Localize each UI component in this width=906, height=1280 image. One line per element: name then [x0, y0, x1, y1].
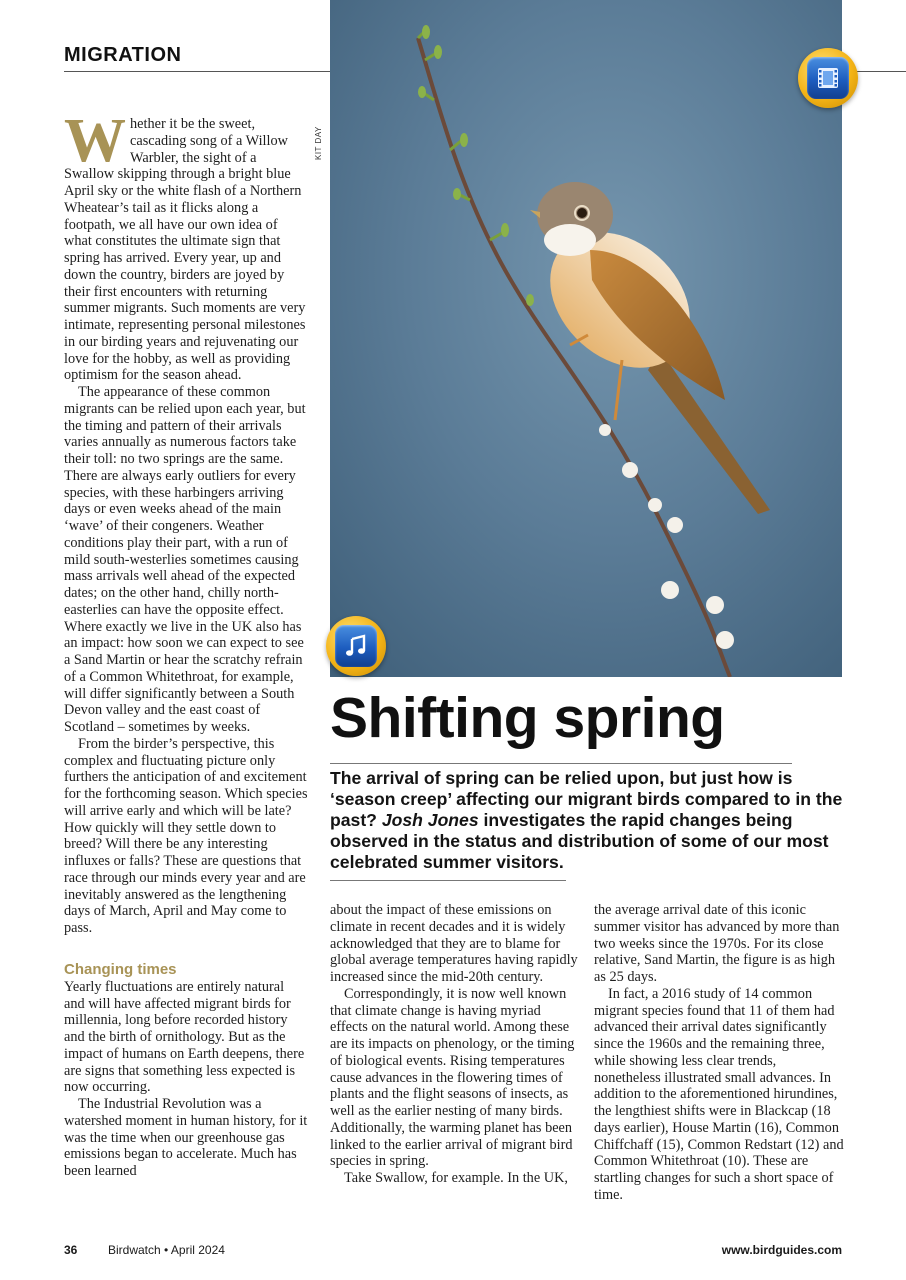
subheading: Changing times [64, 960, 177, 978]
paragraph: From the birder’s perspective, this complex and fluctuating picture only furthers the anticipation of and excitement for the forthcoming season. Which species will arrive early and which will be late? How quickly will they settle down to breed? Will there be any interesting influxes or falls? These are questions that race through our minds every year and are inevitably answered as the lengthening days of March, April and May come to pass. [64, 735, 308, 936]
article-column-3 [594, 902, 844, 1204]
paragraph-text: hether it be the sweet, cascading song of a Willow Warbler, the sight of a Swallow skipping through a bright blue April sky or the white flash of a Northern Wheatear’s tail as it flicks along a footpath, we all have our own idea of what constitutes the ultimate sign that spring has arrived. Every year, up and down the country, birders are joyed by their first encounters with returning summer migrants. Such moments are very intimate, representing personal milestones in our birding years and rejuvenating our love for the hobby, as well as providing optimism for the season ahead. [64, 116, 306, 384]
headline-rule [330, 763, 792, 764]
paragraph: In fact, a 2016 study of 14 common migrant species found that 11 of them had advanced their arrival dates significantly since the 1960s and the remaining three, while showing less clear trends, nonetheless illustrated small advances. In addition to the aforementioned hirundines, the lengthiest shifts were in Blackcap (18 days earlier), House Martin (16), Common Chiffchaff (15), Common Redstart (12) and Common Whitethroat (10). These are startling changes for such a short space of time. [594, 985, 844, 1203]
author-name[interactable]: Josh Jones [381, 810, 479, 830]
drop-cap: W [64, 107, 126, 175]
paragraph: the average arrival date of this iconic summer visitor has advanced by more than two weeks since the 1970s. For its close relative, Sand Martin, the figure is as high as 25 days. [594, 902, 840, 985]
article-column-2 [330, 902, 582, 1187]
page-number: 36 [64, 1243, 78, 1257]
paragraph: The appearance of these common migrants can be relied upon each year, but the timing and pattern of their arrivals varies annually as numerous factors take their toll: no two springs are the same. There are always early outliers for every species, with these harbingers arriving days or even weeks ahead of the main ‘wave’ of their congeners. Weather conditions play their part, with a run of mild south-westerlies sometimes causing mass arrivals well ahead of the expected dates; on the other hand, chilly north-easterlies can have the opposite effect. Where exactly we live in the UK also has an impact: how soon we can expect to see a Sand Martin or hear the scratchy refrain of a Common Whitethroat, for example, will differ significantly between a South Devon valley and the east coast of Scotland – sometimes by weeks. [64, 384, 306, 735]
paragraph: Correspondingly, it is now well known that climate change is having myriad effects on the natural world. Among these are its impacts on phenology, or the timing of biological events. Rising temperatures cause advances in the flowering times of plants and the flight seasons of insects, as well as the earlier nesting of many birds. Additionally, the warming planet has been linked to the earlier arrival of migrant bird species in spring. [330, 985, 575, 1170]
film-icon [807, 57, 849, 99]
paragraph: Yearly fluctuations are entirely natural and will have affected migrant birds for millennia, long before recorded history and the birth of ornithology. But as the impact of humans on Earth deepens, there are signs that something less expected is now occurring. [64, 978, 305, 1096]
paragraph: The Industrial Revolution was a watershed moment in human history, for it was the time when our greenhouse gas emissions began to accelerate. Much has been learned [64, 1096, 308, 1179]
paragraph [64, 107, 308, 384]
article-column-1 [64, 107, 308, 1180]
section-label: MIGRATION [64, 44, 182, 66]
header-rule [64, 71, 330, 72]
video-badge[interactable] [798, 48, 858, 108]
standfirst-text: The arrival of spring can be relied upon, but just how is ‘season creep’ affecting our migrant birds compared to in the past? [330, 768, 843, 830]
bird-photo [330, 0, 842, 677]
standfirst-text: investigates the rapid changes being observed in the status and distribution of some of our most celebrated summer visitors. [330, 810, 829, 872]
magazine-issue: Birdwatch • April 2024 [108, 1243, 225, 1257]
standfirst-rule [330, 880, 566, 881]
paragraph: about the impact of these emissions on climate in recent decades and it is widely acknowledged that they are to blame for global average temperatures having rapidly increased since the mid-20th century. [330, 902, 578, 985]
photo-credit: KIT DAY [314, 126, 323, 160]
website-url[interactable]: www.birdguides.com [721, 1243, 842, 1257]
article-headline: Shifting spring [330, 686, 725, 750]
audio-badge[interactable] [326, 616, 386, 676]
standfirst [330, 768, 850, 873]
bird-illustration [330, 0, 842, 677]
paragraph: Take Swallow, for example. In the UK, [344, 1170, 568, 1186]
music-note-icon [335, 625, 377, 667]
